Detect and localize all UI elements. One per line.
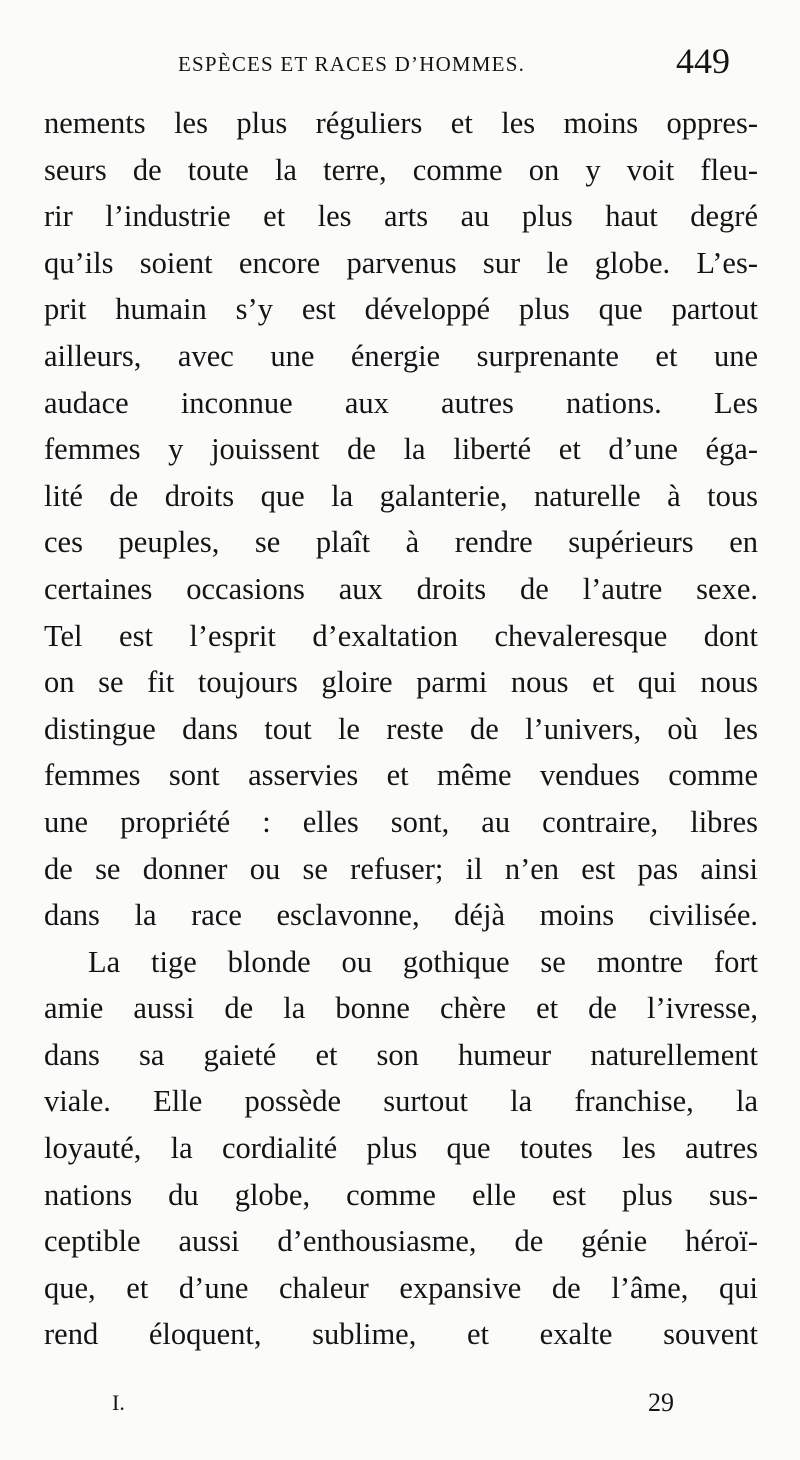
- text-line: dans la race esclavonne, déjà moins civilisée.: [44, 898, 758, 933]
- text-line: seurs de toute la terre, comme on y voit fleu-: [44, 152, 758, 187]
- text-line: lité de droits que la galanterie, naturelle à tous: [44, 478, 758, 513]
- text-line: rend éloquent, sublime, et exalte souvent: [44, 1317, 758, 1352]
- signature-mark: I.: [112, 1390, 125, 1415]
- text-line: viale. Elle possède surtout la franchise, la: [44, 1084, 758, 1119]
- running-title: ESPÈCES ET RACES D’HOMMES.: [178, 52, 526, 76]
- page-footer: [0, 1388, 800, 1428]
- running-head: [0, 40, 800, 90]
- text-line: ceptible aussi d’enthousiasme, de génie héroï-: [44, 1224, 758, 1259]
- signature-number: 29: [648, 1388, 674, 1417]
- text-line: nations du globe, comme elle est plus sus-: [44, 1177, 758, 1212]
- text-line: loyauté, la cordialité plus que toutes les autres: [44, 1131, 758, 1166]
- paragraph-start-line: La tige blonde ou gothique se montre fort: [88, 944, 758, 979]
- text-line: audace inconnue aux autres nations. Les: [44, 385, 758, 420]
- text-line: distingue dans tout le reste de l’univers, où les: [44, 711, 758, 746]
- text-line: que, et d’une chaleur expansive de l’âme, qui: [44, 1270, 758, 1305]
- text-line: nements les plus réguliers et les moins oppres-: [44, 106, 758, 140]
- page-number: 449: [676, 41, 730, 81]
- text-line: qu’ils soient encore parvenus sur le globe. L’es-: [44, 245, 758, 280]
- text-line: ailleurs, avec une énergie surprenante et une: [44, 338, 758, 373]
- text-line: dans sa gaieté et son humeur naturellement: [44, 1037, 758, 1072]
- text-line: prit humain s’y est développé plus que partout: [44, 292, 758, 327]
- text-line: amie aussi de la bonne chère et de l’ivresse,: [44, 991, 758, 1026]
- text-line: une propriété : elles sont, au contraire, libres: [44, 804, 758, 839]
- text-line: ces peuples, se plaît à rendre supérieurs en: [44, 525, 758, 560]
- text-line: certaines occasions aux droits de l’autre sexe.: [44, 571, 758, 606]
- text-line: on se fit toujours gloire parmi nous et qui nous: [44, 665, 758, 700]
- text-line: femmes sont asservies et même vendues comme: [44, 758, 758, 793]
- text-line: femmes y jouissent de la liberté et d’une éga-: [44, 432, 758, 467]
- text-line: de se donner ou se refuser; il n’en est pas ainsi: [44, 851, 758, 886]
- text-body: [44, 100, 758, 1358]
- text-line: Tel est l’esprit d’exaltation chevaleresque dont: [44, 618, 758, 653]
- text-line: rir l’industrie et les arts au plus haut degré: [44, 199, 758, 234]
